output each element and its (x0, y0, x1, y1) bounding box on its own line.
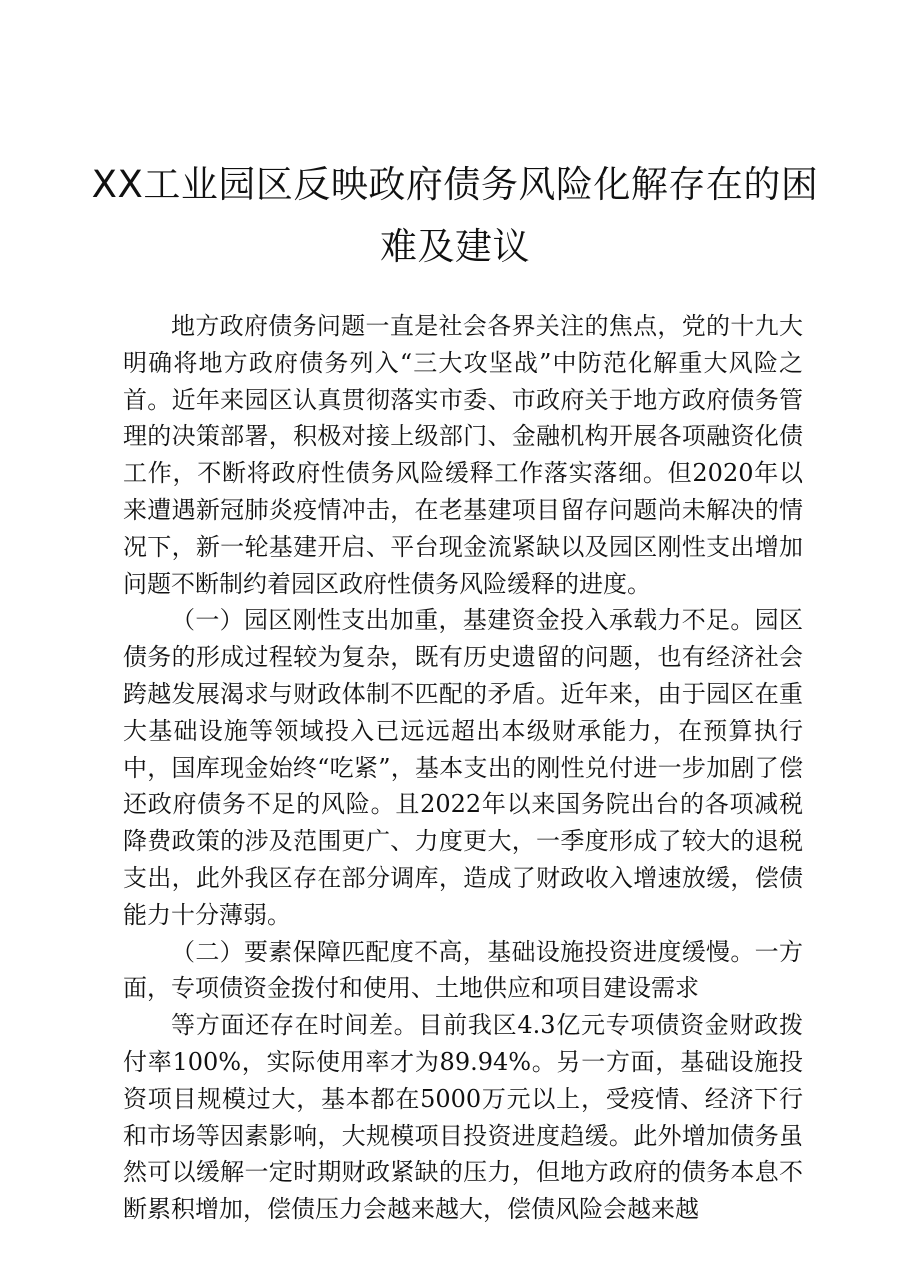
paragraph-section-1: （一）园区刚性支出加重，基建资金投入承载力不足。园区债务的形成过程较为复杂，既有历史遗留的问题，也有经济社会跨越发展渴求与财政体制不匹配的矛盾。近年来，由于园区在重大基础设施等领域投入已远远超出本级财承能力，在预算执行中，国库现金始终“吃紧”，基本支出的刚性兑付进一步加剧了偿还政府债务不足的风险。且2022年以来国务院出台的各项减税降费政策的涉及范围更广、力度更大，一季度形成了较大的退税支出，此外我区存在部分调库，造成了财政收入增速放缓，偿债能力十分薄弱。 (123, 606, 803, 929)
document-body (123, 308, 803, 1228)
document-title-line-1: XX工业园区反映政府债务风险化解存在的困 (91, 163, 819, 206)
document-title-line-2: 难及建议 (380, 225, 530, 268)
paragraph-section-2-continued: 等方面还存在时间差。目前我区4.3亿元专项债资金财政拨付率100%，实际使用率才为89.94%。另一方面，基础设施投资项目规模过大，基本都在5000万元以上，受疫情、经济下行和市场等因素影响，大规模项目投资进度趋缓。此外增加债务虽然可以缓解一定时期财政紧缺的压力，但地方政府的债务本息不断累积增加，偿债压力会越来越大，偿债风险会越来越 (123, 1011, 803, 1224)
paragraph-intro: 地方政府债务问题一直是社会各界关注的焦点，党的十九大明确将地方政府债务列入“三大攻坚战”中防范化解重大风险之首。近年来园区认真贯彻落实市委、市政府关于地方政府债务管理的决策部署，积极对接上级部门、金融机构开展各项融资化债工作，不断将政府性债务风险缓释工作落实落细。但2020年以来遭遇新冠肺炎疫情冲击，在老基建项目留存问题尚未解决的情况下，新一轮基建开启、平台现金流紧缺以及园区刚性支出增加问题不断制约着园区政府性债务风险缓释的进度。 (123, 312, 803, 598)
paragraph-section-2: （二）要素保障匹配度不高，基础设施投资进度缓慢。一方面，专项债资金拨付和使用、土地供应和项目建设需求 (123, 937, 803, 1003)
